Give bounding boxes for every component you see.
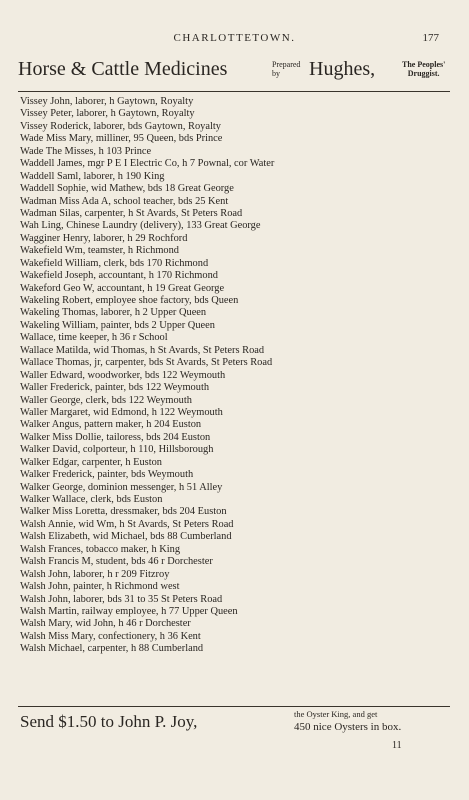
directory-entry: Walker Angus, pattern maker, h 204 Euston xyxy=(20,419,202,431)
druggist-line-2: Druggist. xyxy=(407,69,440,78)
directory-entry: Waller Edward, woodworker, bds 122 Weymouth xyxy=(20,369,226,381)
directory-entry: Waddell Sophie, wid Mathew, bds 18 Great George xyxy=(20,183,234,195)
directory-entry: Wallace Thomas, jr, carpenter, bds St Avards, St Peters Road xyxy=(20,357,273,369)
directory-entry: Walsh John, laborer, bds 31 to 35 St Peters Road xyxy=(20,593,223,605)
prepared-line-2: by xyxy=(272,69,280,78)
directory-entry: Wakefield William, clerk, bds 170 Richmond xyxy=(20,257,209,269)
banner-prepared-by xyxy=(272,60,300,78)
directory-entry: Walsh Miss Mary, confectionery, h 36 Kent xyxy=(20,630,201,642)
directory-entries xyxy=(20,96,440,656)
directory-entry: Wakefield Joseph, accountant, h 170 Richmond xyxy=(20,270,218,282)
page-header xyxy=(0,32,469,48)
advertisement-banner xyxy=(18,58,450,92)
running-head-city: CHARLOTTETOWN. xyxy=(173,32,296,44)
page-number: 177 xyxy=(422,32,439,44)
directory-entry: Walsh Mary, wid John, h 46 r Dorchester xyxy=(20,618,191,630)
directory-entry: Walsh Annie, wid Wm, h St Avards, St Peters Road xyxy=(20,518,234,530)
footer-rule xyxy=(18,706,450,707)
footer-ad-line-1: the Oyster King, and get xyxy=(294,709,378,719)
directory-entry: Walker Frederick, painter, bds Weymouth xyxy=(20,469,194,481)
footer-ad-main: Send $1.50 to John P. Joy, xyxy=(20,712,198,731)
directory-entry: Vissey Peter, laborer, h Gaytown, Royalty xyxy=(20,108,195,120)
directory-entry: Walker Miss Loretta, dressmaker, bds 204 Euston xyxy=(20,506,227,518)
directory-entry: Wadman Silas, carpenter, h St Avards, St Peters Road xyxy=(20,207,243,219)
directory-entry: Walker Wallace, clerk, bds Euston xyxy=(20,494,163,505)
druggist-line-1: The Peoples' xyxy=(402,60,446,69)
directory-entry: Wakeling Thomas, laborer, h 2 Upper Queen xyxy=(20,307,207,319)
footer-ad-detail xyxy=(294,708,401,734)
directory-entry: Walker Edgar, carpenter, h Euston xyxy=(20,456,163,468)
directory-entry: Wakefield Wm, teamster, h Richmond xyxy=(20,245,179,257)
directory-entry: Walsh Francis M, student, bds 46 r Dorchester xyxy=(20,556,213,568)
directory-entry: Walsh John, painter, h Richmond west xyxy=(20,581,180,593)
directory-entry: Wakeling William, painter, bds 2 Upper Queen xyxy=(20,319,215,331)
directory-entry: Wadman Miss Ada A, school teacher, bds 25 Kent xyxy=(20,195,229,207)
footer-ad-line-2: 450 nice Oysters in box. xyxy=(294,721,402,733)
directory-entry: Waller Margaret, wid Edmond, h 122 Weymouth xyxy=(20,406,223,418)
directory-entry: Waller George, clerk, bds 122 Weymouth xyxy=(20,394,192,406)
directory-entry: Walsh Frances, tobacco maker, h King xyxy=(20,543,181,555)
directory-entry: Wagginer Henry, laborer, h 29 Rochford xyxy=(20,232,188,244)
directory-entry: Walsh John, laborer, h r 209 Fitzroy xyxy=(20,568,170,580)
directory-entry: Vissey Roderick, laborer, bds Gaytown, Royalty xyxy=(20,120,221,132)
directory-entry: Wakeford Geo W, accountant, h 19 Great George xyxy=(20,282,225,294)
banner-product: Horse & Cattle Medicines xyxy=(18,58,228,80)
signature-mark: 11 xyxy=(392,740,402,751)
banner-name: Hughes, xyxy=(309,58,376,80)
banner-rule xyxy=(18,91,450,92)
banner-druggist xyxy=(402,60,445,78)
directory-entry: Vissey John, laborer, h Gaytown, Royalty xyxy=(20,96,194,107)
directory-entry: Wallace Matilda, wid Thomas, h St Avards, St Peters Road xyxy=(20,344,265,356)
directory-entry: Walker George, dominion messenger, h 51 Alley xyxy=(20,481,223,493)
directory-entry: Walsh Michael, carpenter, h 88 Cumberland xyxy=(20,643,204,655)
directory-entry: Wakeling Robert, employee shoe factory, bds Queen xyxy=(20,295,239,306)
directory-entry: Walker David, colporteur, h 110, Hillsborough xyxy=(20,444,214,456)
directory-entry: Waddell Saml, laborer, h 190 King xyxy=(20,170,165,182)
directory-entry: Waddell James, mgr P E I Electric Co, h 7 Pownal, cor Water xyxy=(20,158,275,170)
directory-entry: Wah Ling, Chinese Laundry (delivery), 133 Great George xyxy=(20,220,261,232)
prepared-line-1: Prepared xyxy=(272,60,301,69)
footer-advertisement xyxy=(18,708,450,748)
directory-entry: Walsh Martin, railway employee, h 77 Upper Queen xyxy=(20,605,238,617)
directory-entry: Wade Miss Mary, milliner, 95 Queen, bds Prince xyxy=(20,133,223,145)
directory-entry: Walsh Elizabeth, wid Michael, bds 88 Cumberland xyxy=(20,531,232,543)
directory-entry: Walker Miss Dollie, tailoress, bds 204 Euston xyxy=(20,431,211,443)
directory-entry: Wade The Misses, h 103 Prince xyxy=(20,145,152,157)
directory-entry: Wallace, time keeper, h 36 r School xyxy=(20,332,168,344)
directory-entry: Waller Frederick, painter, bds 122 Weymouth xyxy=(20,382,210,394)
